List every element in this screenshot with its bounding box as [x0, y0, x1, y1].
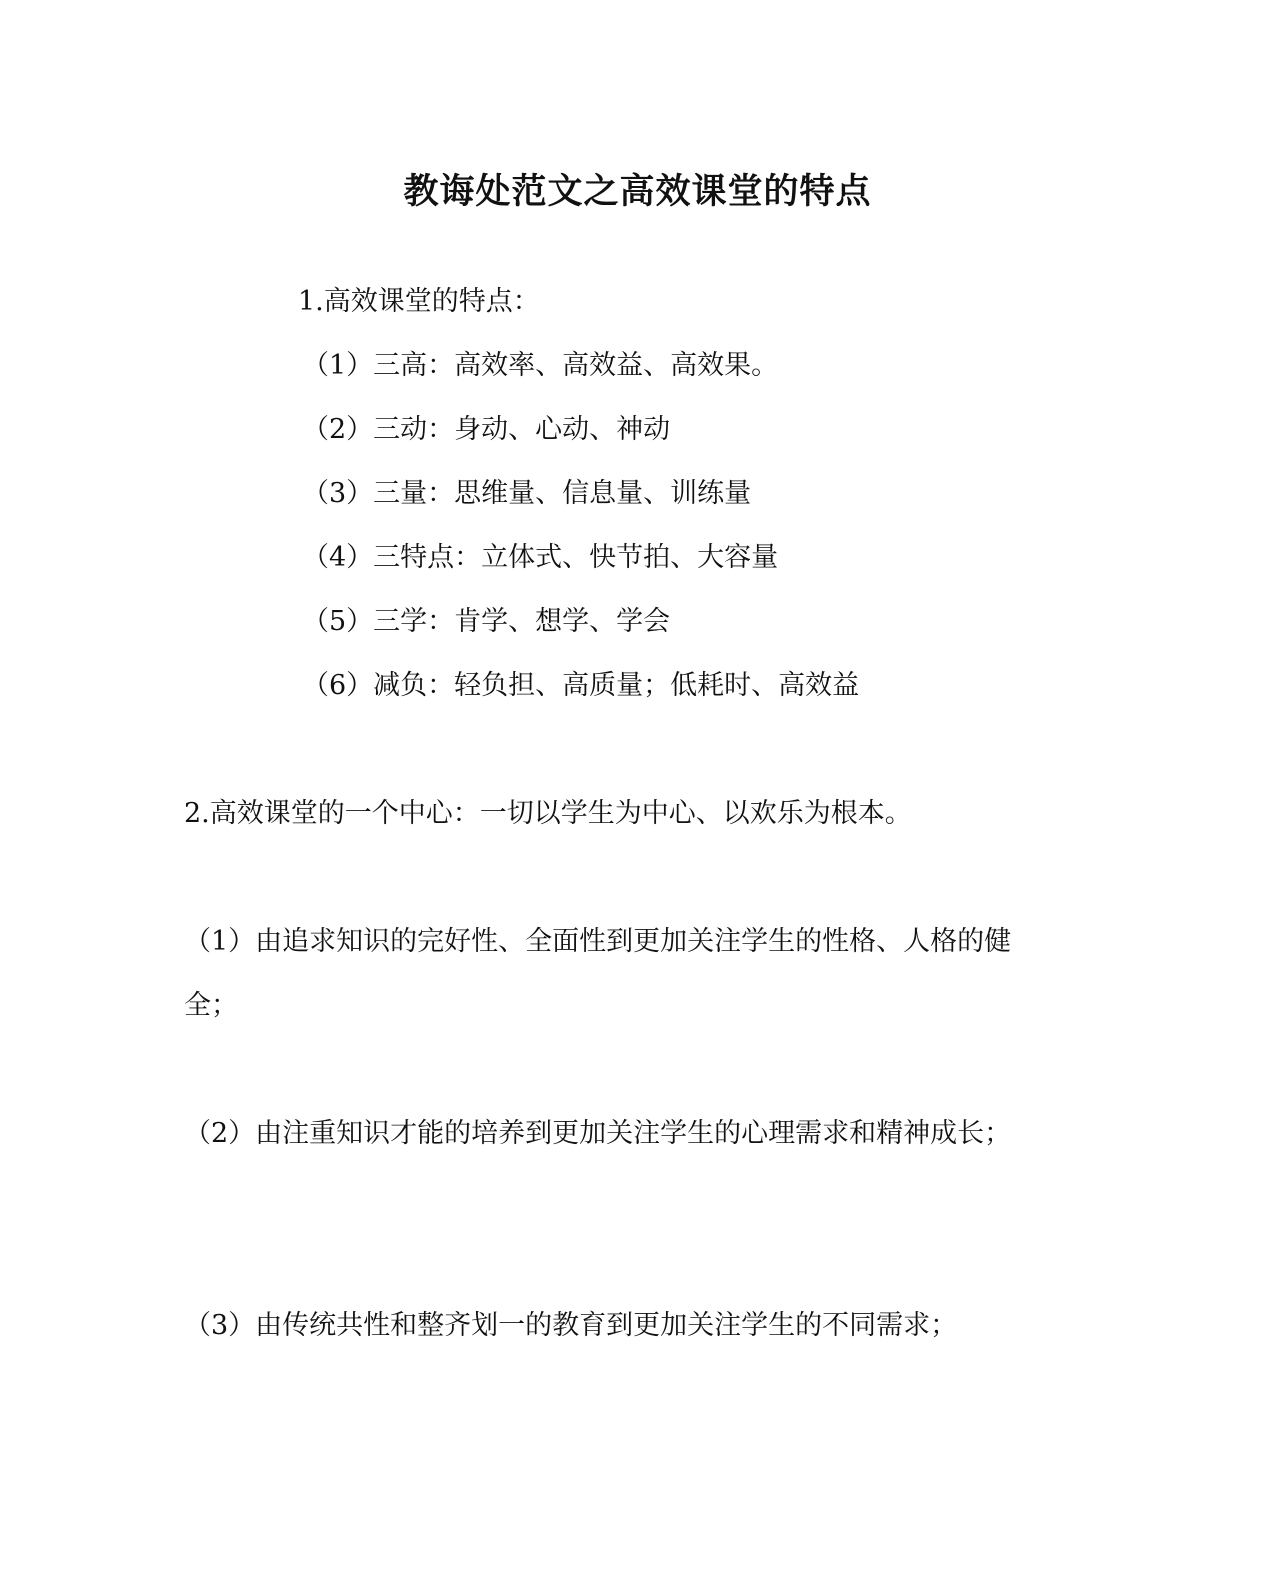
section1-item-2: （2）三动：身动、心动、神动 — [302, 414, 671, 445]
section1-item-4: （4）三特点：立体式、快节拍、大容量 — [302, 542, 779, 573]
section2-item-1-line-1: （1）由追求知识的完好性、全面性到更加关注学生的性格、人格的健 — [184, 926, 1012, 957]
document-title: 教诲处范文之高效课堂的特点 — [403, 171, 872, 212]
section1-heading: 1.高效课堂的特点： — [298, 286, 540, 317]
section1-item-5: （5）三学：肯学、想学、学会 — [302, 606, 671, 637]
section2-item-1-line-2: 全； — [184, 990, 238, 1021]
section2-item-3: （3）由传统共性和整齐划一的教育到更加关注学生的不同需求； — [184, 1310, 958, 1341]
section1-item-3: （3）三量：思维量、信息量、训练量 — [302, 478, 752, 509]
section1-item-6: （6）减负：轻负担、高质量；低耗时、高效益 — [302, 670, 860, 701]
section2-heading: 2.高效课堂的一个中心：一切以学生为中心、以欢乐为根本。 — [184, 798, 912, 829]
section1-item-1: （1）三高：高效率、高效益、高效果。 — [302, 350, 779, 381]
section2-item-2: （2）由注重知识才能的培养到更加关注学生的心理需求和精神成长； — [184, 1118, 1012, 1149]
